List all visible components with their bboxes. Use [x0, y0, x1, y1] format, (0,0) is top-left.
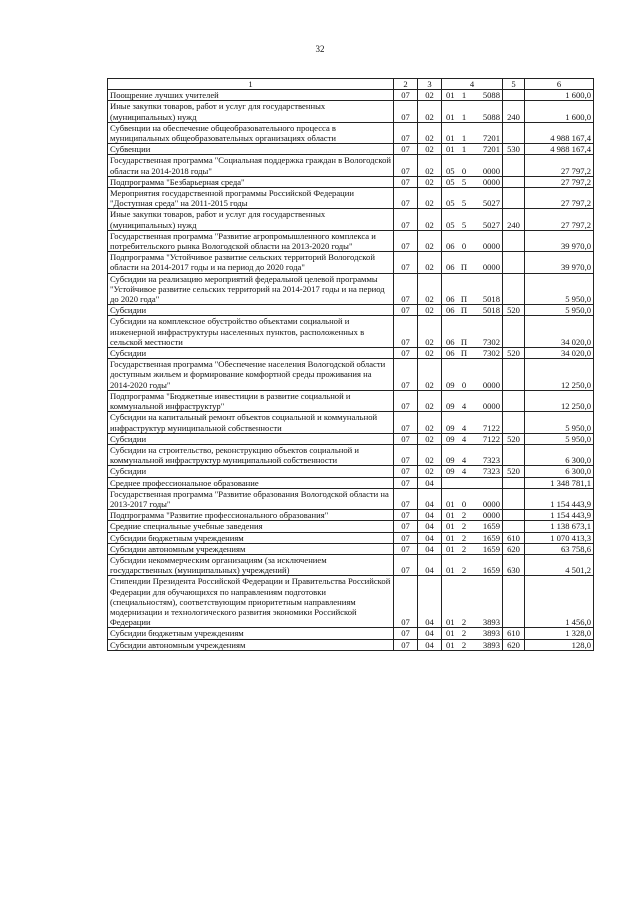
- row-amount: 1 600,0: [525, 101, 594, 122]
- row-code-program: 05: [442, 209, 458, 230]
- row-name: Государственная программа "Развитие образования Вологодской области на 2013-2017 годы": [108, 488, 394, 509]
- row-expense-type: [503, 521, 525, 532]
- table-row: [108, 348, 594, 359]
- table-row: [108, 359, 594, 391]
- row-name: Субсидии на реализацию мероприятий федеральной целевой программы "Устойчивое развитие сельских территорий на 2014-2017 годы и на период до 2020 года": [108, 273, 394, 305]
- row-section: 07: [394, 510, 418, 521]
- table-row: [108, 144, 594, 155]
- row-amount: 39 970,0: [525, 252, 594, 273]
- row-section: 07: [394, 412, 418, 433]
- row-subsection: 04: [418, 576, 442, 628]
- row-expense-type: [503, 412, 525, 433]
- row-name: Субвенции: [108, 144, 394, 155]
- row-section: 07: [394, 90, 418, 101]
- header-col-2: 2: [394, 79, 418, 90]
- table-row: [108, 316, 594, 348]
- row-amount: 4 988 167,4: [525, 144, 594, 155]
- row-amount: 1 154 443,9: [525, 488, 594, 509]
- row-code-program: 01: [442, 521, 458, 532]
- row-section: 07: [394, 101, 418, 122]
- row-amount: 5 950,0: [525, 433, 594, 444]
- row-section: 07: [394, 576, 418, 628]
- header-col-1: 1: [108, 79, 394, 90]
- row-amount: 1 456,0: [525, 576, 594, 628]
- row-code-program: 09: [442, 444, 458, 465]
- row-expense-type: [503, 477, 525, 488]
- row-code-direction: 7122: [471, 433, 503, 444]
- row-code-direction: 0000: [471, 230, 503, 251]
- row-subsection: 02: [418, 101, 442, 122]
- row-code-direction: 0000: [471, 488, 503, 509]
- row-code-program: 09: [442, 359, 458, 391]
- row-name: Субсидии на строительство, реконструкцию объектов социальной и коммунальной инфраструктур муниципальной собственности: [108, 444, 394, 465]
- table-row: [108, 412, 594, 433]
- row-code-program: 06: [442, 273, 458, 305]
- row-amount: 4 501,2: [525, 554, 594, 575]
- row-code-subprogram: 4: [458, 444, 471, 465]
- row-code-subprogram: 4: [458, 466, 471, 477]
- row-code-direction: 3893: [471, 576, 503, 628]
- row-subsection: 02: [418, 466, 442, 477]
- row-code-subprogram: 0: [458, 155, 471, 176]
- row-code-subprogram: 2: [458, 543, 471, 554]
- row-name: Субсидии автономным учреждениям: [108, 639, 394, 650]
- row-code-program: 01: [442, 90, 458, 101]
- table-row: [108, 532, 594, 543]
- row-code-direction: 7302: [471, 316, 503, 348]
- row-code-direction: 7122: [471, 412, 503, 433]
- row-code-direction: 7201: [471, 144, 503, 155]
- row-code-direction: 5027: [471, 188, 503, 209]
- row-code-direction: 7323: [471, 466, 503, 477]
- row-code-subprogram: 1: [458, 101, 471, 122]
- row-code-subprogram: 5: [458, 188, 471, 209]
- row-code-subprogram: 4: [458, 433, 471, 444]
- table-row: [108, 122, 594, 143]
- table-row: [108, 390, 594, 411]
- row-code-direction: [471, 477, 503, 488]
- row-section: 07: [394, 209, 418, 230]
- row-expense-type: 520: [503, 305, 525, 316]
- row-code-direction: 5018: [471, 305, 503, 316]
- row-code-program: 09: [442, 433, 458, 444]
- row-subsection: 02: [418, 176, 442, 187]
- row-code-program: 01: [442, 576, 458, 628]
- row-code-program: 01: [442, 628, 458, 639]
- row-code-program: [442, 477, 458, 488]
- table-row: [108, 273, 594, 305]
- row-code-program: 09: [442, 412, 458, 433]
- row-amount: 4 988 167,4: [525, 122, 594, 143]
- row-name: Государственная программа "Развитие агропромышленного комплекса и потребительского рынка Вологодской области на 2013-2020 годы": [108, 230, 394, 251]
- row-code-direction: 1659: [471, 543, 503, 554]
- row-code-program: 05: [442, 188, 458, 209]
- row-expense-type: 520: [503, 348, 525, 359]
- table-row: [108, 101, 594, 122]
- header-col-6: 6: [525, 79, 594, 90]
- row-name: Подпрограмма "Безбарьерная среда": [108, 176, 394, 187]
- row-code-direction: 5088: [471, 101, 503, 122]
- row-section: 07: [394, 359, 418, 391]
- table-row: [108, 188, 594, 209]
- row-name: Субсидии: [108, 305, 394, 316]
- row-name: Среднее профессиональное образование: [108, 477, 394, 488]
- row-subsection: 02: [418, 252, 442, 273]
- table-row: [108, 477, 594, 488]
- row-amount: 1 138 673,1: [525, 521, 594, 532]
- row-section: 07: [394, 433, 418, 444]
- row-subsection: 02: [418, 412, 442, 433]
- row-code-subprogram: 5: [458, 176, 471, 187]
- row-section: 07: [394, 488, 418, 509]
- row-code-subprogram: 2: [458, 554, 471, 575]
- row-name: Государственная программа "Социальная поддержка граждан в Вологодской области на 2014-2018 годы": [108, 155, 394, 176]
- row-code-subprogram: 2: [458, 532, 471, 543]
- row-code-direction: 0000: [471, 252, 503, 273]
- row-expense-type: 240: [503, 209, 525, 230]
- row-section: 07: [394, 543, 418, 554]
- table-row: [108, 209, 594, 230]
- row-name: Субсидии автономным учреждениям: [108, 543, 394, 554]
- row-code-program: 05: [442, 176, 458, 187]
- row-code-subprogram: П: [458, 316, 471, 348]
- row-subsection: 04: [418, 488, 442, 509]
- row-subsection: 02: [418, 359, 442, 391]
- row-code-program: 06: [442, 305, 458, 316]
- table-row: [108, 521, 594, 532]
- row-code-subprogram: [458, 477, 471, 488]
- row-section: 07: [394, 444, 418, 465]
- row-amount: 1 070 413,3: [525, 532, 594, 543]
- header-col-5: 5: [503, 79, 525, 90]
- row-subsection: 02: [418, 230, 442, 251]
- row-subsection: 02: [418, 90, 442, 101]
- row-section: 07: [394, 348, 418, 359]
- row-section: 07: [394, 521, 418, 532]
- row-expense-type: [503, 390, 525, 411]
- table-row: [108, 90, 594, 101]
- row-expense-type: 620: [503, 639, 525, 650]
- row-code-program: 01: [442, 639, 458, 650]
- row-subsection: 04: [418, 554, 442, 575]
- table-row: [108, 466, 594, 477]
- row-subsection: 02: [418, 305, 442, 316]
- row-code-subprogram: П: [458, 305, 471, 316]
- row-expense-type: [503, 488, 525, 509]
- row-expense-type: [503, 90, 525, 101]
- row-amount: 27 797,2: [525, 176, 594, 187]
- header-col-3: 3: [418, 79, 442, 90]
- row-code-direction: 0000: [471, 176, 503, 187]
- row-name: Подпрограмма "Бюджетные инвестиции в развитие социальной и коммунальной инфраструктур": [108, 390, 394, 411]
- row-amount: 27 797,2: [525, 155, 594, 176]
- row-subsection: 02: [418, 444, 442, 465]
- row-expense-type: 520: [503, 466, 525, 477]
- row-name: Поощрение лучших учителей: [108, 90, 394, 101]
- row-name: Мероприятия государственной программы Российской Федерации "Доступная среда" на 2011-2015 годы: [108, 188, 394, 209]
- row-section: 07: [394, 477, 418, 488]
- row-code-direction: 0000: [471, 510, 503, 521]
- row-code-subprogram: П: [458, 252, 471, 273]
- row-subsection: 04: [418, 521, 442, 532]
- row-subsection: 02: [418, 316, 442, 348]
- row-name: Стипендии Президента Российской Федерации и Правительства Российской Федерации для обучающихся по направлениям подготовки (специальностям), соответствующим приоритетным направлениям модернизации и технологического развития экономики Российской Федерации: [108, 576, 394, 628]
- row-expense-type: [503, 252, 525, 273]
- row-code-direction: 3893: [471, 639, 503, 650]
- row-code-program: 01: [442, 101, 458, 122]
- row-code-subprogram: 2: [458, 576, 471, 628]
- row-code-subprogram: 0: [458, 359, 471, 391]
- row-expense-type: [503, 188, 525, 209]
- row-expense-type: 620: [503, 543, 525, 554]
- table-row: [108, 433, 594, 444]
- row-expense-type: [503, 359, 525, 391]
- table-row: [108, 176, 594, 187]
- row-code-direction: 7302: [471, 348, 503, 359]
- row-name: Субсидии бюджетным учреждениям: [108, 532, 394, 543]
- row-amount: 39 970,0: [525, 230, 594, 251]
- row-expense-type: [503, 316, 525, 348]
- row-code-direction: 7201: [471, 122, 503, 143]
- row-code-subprogram: П: [458, 348, 471, 359]
- row-name: Подпрограмма "Развитие профессионального образования": [108, 510, 394, 521]
- row-amount: 63 758,6: [525, 543, 594, 554]
- row-expense-type: [503, 576, 525, 628]
- row-amount: 12 250,0: [525, 390, 594, 411]
- row-amount: 5 950,0: [525, 273, 594, 305]
- row-amount: 1 600,0: [525, 90, 594, 101]
- row-subsection: 02: [418, 155, 442, 176]
- row-expense-type: 610: [503, 532, 525, 543]
- row-name: Иные закупки товаров, работ и услуг для государственных (муниципальных) нужд: [108, 101, 394, 122]
- row-expense-type: [503, 122, 525, 143]
- row-section: 07: [394, 122, 418, 143]
- table-row: [108, 576, 594, 628]
- row-section: 07: [394, 188, 418, 209]
- row-subsection: 02: [418, 390, 442, 411]
- row-code-program: 01: [442, 488, 458, 509]
- row-code-subprogram: 2: [458, 639, 471, 650]
- row-code-program: 01: [442, 532, 458, 543]
- row-code-program: 05: [442, 155, 458, 176]
- row-code-subprogram: 2: [458, 628, 471, 639]
- row-code-subprogram: 0: [458, 488, 471, 509]
- row-code-program: 01: [442, 144, 458, 155]
- row-expense-type: 240: [503, 101, 525, 122]
- header-col-4: 4: [442, 79, 503, 90]
- row-code-direction: 5018: [471, 273, 503, 305]
- table-row: [108, 252, 594, 273]
- table-row: [108, 444, 594, 465]
- row-subsection: 02: [418, 188, 442, 209]
- row-code-direction: 7323: [471, 444, 503, 465]
- budget-table: [107, 78, 594, 651]
- row-code-direction: 0000: [471, 390, 503, 411]
- table-row: [108, 230, 594, 251]
- row-code-program: 06: [442, 348, 458, 359]
- row-name: Субвенции на обеспечение общеобразовательного процесса в муниципальных общеобразовательных организациях области: [108, 122, 394, 143]
- row-name: Субсидии некоммерческим организациям (за исключением государственных (муниципальных) учреждений): [108, 554, 394, 575]
- row-code-subprogram: 1: [458, 144, 471, 155]
- row-expense-type: [503, 176, 525, 187]
- row-subsection: 02: [418, 122, 442, 143]
- row-expense-type: 610: [503, 628, 525, 639]
- row-section: 07: [394, 144, 418, 155]
- row-name: Государственная программа "Обеспечение населения Вологодской области доступным жильем и формирование комфортной среды проживания на 2014-2020 годы": [108, 359, 394, 391]
- row-name: Субсидии: [108, 466, 394, 477]
- row-amount: 1 154 443,9: [525, 510, 594, 521]
- row-subsection: 02: [418, 209, 442, 230]
- row-subsection: 02: [418, 433, 442, 444]
- row-name: Субсидии бюджетным учреждениям: [108, 628, 394, 639]
- table-row: [108, 639, 594, 650]
- row-subsection: 04: [418, 628, 442, 639]
- row-amount: 1 328,0: [525, 628, 594, 639]
- row-name: Субсидии: [108, 433, 394, 444]
- row-amount: 6 300,0: [525, 444, 594, 465]
- row-section: 07: [394, 554, 418, 575]
- row-name: Средние специальные учебные заведения: [108, 521, 394, 532]
- row-code-subprogram: 4: [458, 412, 471, 433]
- row-expense-type: 530: [503, 144, 525, 155]
- row-code-program: 06: [442, 316, 458, 348]
- table-row: [108, 305, 594, 316]
- row-subsection: 04: [418, 477, 442, 488]
- row-section: 07: [394, 252, 418, 273]
- row-code-subprogram: 1: [458, 122, 471, 143]
- row-code-direction: 0000: [471, 155, 503, 176]
- row-amount: 34 020,0: [525, 348, 594, 359]
- row-code-subprogram: 1: [458, 90, 471, 101]
- row-amount: 128,0: [525, 639, 594, 650]
- row-amount: 27 797,2: [525, 209, 594, 230]
- row-subsection: 02: [418, 348, 442, 359]
- table-row: [108, 488, 594, 509]
- row-section: 07: [394, 628, 418, 639]
- row-amount: 6 300,0: [525, 466, 594, 477]
- row-code-program: 01: [442, 543, 458, 554]
- row-subsection: 02: [418, 144, 442, 155]
- row-section: 07: [394, 305, 418, 316]
- row-section: 07: [394, 466, 418, 477]
- row-code-direction: 0000: [471, 359, 503, 391]
- row-code-subprogram: 0: [458, 230, 471, 251]
- table-row: [108, 543, 594, 554]
- table-row: [108, 628, 594, 639]
- row-code-program: 09: [442, 466, 458, 477]
- row-code-subprogram: 4: [458, 390, 471, 411]
- row-expense-type: 630: [503, 554, 525, 575]
- row-code-direction: 1659: [471, 554, 503, 575]
- row-code-subprogram: 5: [458, 209, 471, 230]
- row-subsection: 04: [418, 532, 442, 543]
- row-code-direction: 1659: [471, 521, 503, 532]
- row-amount: 12 250,0: [525, 359, 594, 391]
- row-code-direction: 5088: [471, 90, 503, 101]
- row-name: Субсидии на комплексное обустройство объектами социальной и инженерной инфраструктуры населенных пунктов, расположенных в сельской местности: [108, 316, 394, 348]
- table-row: [108, 510, 594, 521]
- row-name: Субсидии на капитальный ремонт объектов социальной и коммунальной инфраструктур муниципальной собственности: [108, 412, 394, 433]
- row-amount: 34 020,0: [525, 316, 594, 348]
- row-amount: 1 348 781,1: [525, 477, 594, 488]
- row-amount: 5 950,0: [525, 305, 594, 316]
- row-expense-type: [503, 444, 525, 465]
- row-section: 07: [394, 176, 418, 187]
- row-code-program: 01: [442, 510, 458, 521]
- row-section: 07: [394, 639, 418, 650]
- table-row: [108, 554, 594, 575]
- row-section: 07: [394, 532, 418, 543]
- row-expense-type: 520: [503, 433, 525, 444]
- row-amount: 27 797,2: [525, 188, 594, 209]
- row-code-program: 09: [442, 390, 458, 411]
- row-subsection: 04: [418, 639, 442, 650]
- row-section: 07: [394, 273, 418, 305]
- page-number: 32: [315, 44, 325, 54]
- row-section: 07: [394, 390, 418, 411]
- row-section: 07: [394, 230, 418, 251]
- row-code-program: 01: [442, 122, 458, 143]
- row-code-subprogram: 2: [458, 521, 471, 532]
- row-code-direction: 5027: [471, 209, 503, 230]
- table-header-row: [108, 79, 594, 90]
- row-subsection: 02: [418, 273, 442, 305]
- row-subsection: 04: [418, 543, 442, 554]
- row-code-subprogram: 2: [458, 510, 471, 521]
- row-code-program: 01: [442, 554, 458, 575]
- row-code-program: 06: [442, 230, 458, 251]
- row-amount: 5 950,0: [525, 412, 594, 433]
- row-name: Подпрограмма "Устойчивое развитие сельских территорий Вологодской области на 2014-2017 годы и на период до 2020 года": [108, 252, 394, 273]
- row-section: 07: [394, 155, 418, 176]
- row-code-subprogram: П: [458, 273, 471, 305]
- row-subsection: 04: [418, 510, 442, 521]
- table-row: [108, 155, 594, 176]
- row-expense-type: [503, 510, 525, 521]
- row-section: 07: [394, 316, 418, 348]
- row-expense-type: [503, 155, 525, 176]
- row-expense-type: [503, 230, 525, 251]
- row-code-direction: 3893: [471, 628, 503, 639]
- row-code-program: 06: [442, 252, 458, 273]
- row-name: Иные закупки товаров, работ и услуг для государственных (муниципальных) нужд: [108, 209, 394, 230]
- row-name: Субсидии: [108, 348, 394, 359]
- row-expense-type: [503, 273, 525, 305]
- row-code-direction: 1659: [471, 532, 503, 543]
